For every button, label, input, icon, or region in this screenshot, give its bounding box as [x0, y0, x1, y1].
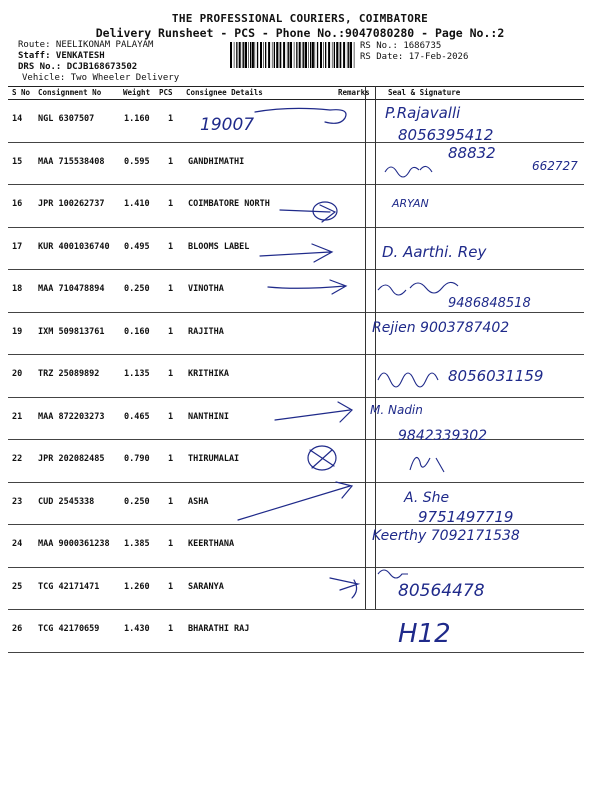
cell-consignee: SARANYA	[188, 581, 224, 592]
cell-consignee: KRITHIKA	[188, 369, 229, 379]
hw-r15-b: 662727	[532, 159, 578, 173]
cell-pcs: 1	[168, 454, 174, 464]
cell-pcs: 1	[168, 156, 174, 167]
cell-weight: 0.495	[124, 241, 150, 252]
cell-consignee: VINOTHA	[188, 284, 224, 294]
cell-pcs: 1	[168, 624, 174, 634]
cell-sno: 17	[12, 241, 23, 252]
mark-row22	[310, 450, 334, 468]
runsheet-subtitle: Delivery Runsheet - PCS - Phone No.:9047080280 - Page No.:2	[95, 26, 505, 40]
cell-consignee: ASHA	[188, 496, 209, 507]
col-consignment: Consignment No	[38, 88, 102, 97]
tamil-scribble-20	[378, 373, 438, 387]
cell-weight: 0.160	[124, 326, 150, 337]
cell-weight: 1.260	[124, 581, 150, 592]
hw-r14-phone: 8056395412	[398, 126, 494, 144]
cell-pcs: 1	[168, 539, 174, 549]
cell-weight: 0.250	[124, 284, 150, 294]
cell-consignment: TRZ 25089892	[38, 369, 100, 379]
cell-sno: 19	[12, 326, 23, 337]
hw-r21-sig: M. Nadin	[370, 403, 423, 417]
arrow-row21	[275, 402, 352, 422]
cell-sno: 15	[12, 156, 23, 167]
route-label: Route: NEELIKONAM PALAYAM	[18, 40, 154, 50]
hw-r23-phone: 9751497719	[418, 508, 514, 526]
cell-consignee: THIRUMALAI	[188, 454, 240, 464]
cell-consignment: JPR 202082485	[38, 454, 105, 464]
drs-number: DRS No.: DCJB168673502	[18, 62, 138, 72]
hw-r24-sig: Keerthy 7092171538	[372, 528, 520, 544]
tamil-scribble-18	[378, 282, 458, 295]
cell-pcs: 1	[168, 199, 174, 209]
cell-weight: 0.250	[124, 496, 150, 507]
arrow-row14	[255, 108, 346, 123]
hw-r21-phone: 9842339302	[398, 428, 488, 444]
cell-consignment: MAA 872203273	[38, 411, 105, 422]
vehicle-label: Vehicle: Two Wheeler Delivery	[22, 73, 180, 83]
cell-consignment: KUR 4001036740	[38, 241, 110, 252]
cell-weight: 0.790	[124, 454, 150, 464]
hw-r25-phone: 80564478	[398, 581, 485, 601]
tamil-scribble-25	[378, 570, 408, 578]
hw-r16-sig: ARYAN	[392, 197, 429, 210]
staff-label: Staff: VENKATESH	[18, 51, 105, 61]
cell-weight: 1.160	[124, 114, 150, 124]
cell-consignment: JPR 100262737	[38, 199, 105, 209]
col-pcs: PCS	[159, 88, 173, 97]
hw-r18-phone: 9486848518	[448, 296, 531, 311]
cell-pcs: 1	[168, 326, 174, 337]
cell-consignment: IXM 509813761	[38, 326, 105, 337]
cell-pcs: 1	[168, 369, 174, 379]
cell-sno: 16	[12, 199, 23, 209]
hw-r26-sig: H12	[398, 619, 451, 649]
tamil-scribble-15	[385, 166, 432, 177]
cell-consignee: COIMBATORE NORTH	[188, 199, 270, 209]
col-consignee: Consignee Details	[186, 88, 263, 97]
cell-pcs: 1	[168, 411, 174, 422]
hw-r14-consignee: 19007	[200, 115, 255, 135]
hw-r23-sig: A. She	[404, 490, 450, 506]
arrow-row17	[260, 244, 332, 262]
cell-pcs: 1	[168, 284, 174, 294]
cell-consignment: NGL 6307507	[38, 114, 95, 124]
cell-consignee: RAJITHA	[188, 326, 224, 337]
cell-sno: 24	[12, 539, 23, 549]
cell-sno: 22	[12, 454, 23, 464]
cell-sno: 20	[12, 369, 23, 379]
cell-consignment: TCG 42170659	[38, 624, 100, 634]
cell-consignment: TCG 42171471	[38, 581, 100, 592]
cell-consignee: GANDHIMATHI	[188, 156, 245, 167]
cell-consignment: MAA 9000361238	[38, 539, 110, 549]
cell-consignment: MAA 710478894	[38, 284, 105, 294]
cell-weight: 1.410	[124, 199, 150, 209]
cell-weight: 1.385	[124, 539, 150, 549]
cell-sno: 21	[12, 411, 23, 422]
col-weight: Weight	[123, 88, 151, 97]
hw-r17-sig: D. Aarthi. Rey	[382, 243, 487, 261]
col-seal: Seal & Signature	[388, 88, 461, 97]
cell-sno: 18	[12, 284, 23, 294]
cell-weight: 1.430	[124, 624, 150, 634]
hw-r14-sig: P.Rajavalli	[385, 104, 461, 122]
cell-weight: 0.595	[124, 156, 150, 167]
cell-consignee: NANTHINI	[188, 411, 229, 422]
tamil-scribble-22	[410, 458, 444, 473]
company-title: THE PROFESSIONAL COURIERS, COIMBATORE	[171, 12, 429, 25]
cell-consignment: MAA 715538408	[38, 156, 105, 167]
cell-weight: 0.465	[124, 411, 150, 422]
cell-sno: 26	[12, 624, 23, 634]
cell-sno: 25	[12, 581, 23, 592]
cell-pcs: 1	[168, 114, 174, 124]
cell-sno: 14	[12, 114, 23, 124]
cell-consignee: BLOOMS LABEL	[188, 241, 250, 252]
col-remarks: Remarks	[338, 88, 370, 97]
rs-number: RS No.: 1686735	[360, 41, 442, 51]
col-sno: S No	[12, 88, 31, 97]
hw-r19-sig: Rejien 9003787402	[372, 320, 510, 336]
cell-sno: 23	[12, 496, 23, 507]
rs-date: RS Date: 17-Feb-2026	[360, 52, 469, 62]
arrow-row23	[238, 482, 352, 520]
hw-r15-a: 88832	[448, 144, 496, 162]
cell-pcs: 1	[168, 241, 174, 252]
cell-pcs: 1	[168, 581, 174, 592]
cell-consignment: CUD 2545338	[38, 496, 95, 507]
cell-consignee: KEERTHANA	[188, 539, 235, 549]
hw-r20-phone: 8056031159	[448, 367, 544, 385]
cell-pcs: 1	[168, 496, 174, 507]
cell-weight: 1.135	[124, 369, 150, 379]
arrow-row18	[268, 280, 346, 294]
cell-consignee: BHARATHI RAJ	[188, 624, 250, 634]
